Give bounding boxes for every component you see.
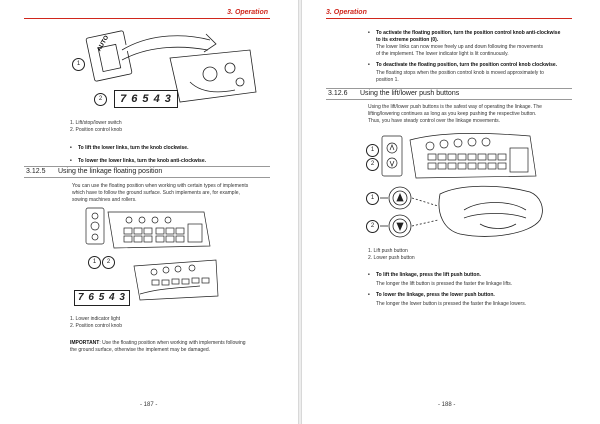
fig-lower-callout-2: 2	[366, 220, 379, 233]
fig2-position-scale-strip: 7 6 5 4 3	[74, 290, 130, 306]
important-label: IMPORTANT	[70, 340, 100, 346]
legend-item-2: 2. Lower push button	[368, 255, 415, 261]
legend1-item-1: 1. Lift/stop/lower switch	[70, 120, 122, 126]
header-rule	[326, 18, 572, 19]
para-line-2: which have to follow the ground surface. Such implements are, for example,	[72, 190, 240, 196]
auto-label: AUTO	[96, 34, 111, 53]
header-title: 3. Operation	[326, 9, 367, 16]
lift-linkage-body: The longer the lift button is pressed the faster the linkage lifts.	[376, 281, 513, 287]
important-text-1: : Use the floating position when working with implements following	[99, 340, 246, 346]
header-title: 3. Operation	[227, 9, 268, 16]
deactivate-body-2: position 1.	[376, 77, 399, 83]
lift-lower-console-figure	[380, 130, 540, 180]
para-line-2: lifting/lowering continues as long as you keep pushing the respective button.	[368, 111, 537, 117]
section-title: Using the lift/lower push buttons	[360, 90, 460, 97]
legend2-item-1: 1. Lower indicator light	[70, 316, 121, 322]
deactivate-body-1: The floating stops when the position control knob is moved approximately to	[376, 70, 544, 76]
activate-body-1: The lower links can now move freely up and down following the movements	[376, 44, 544, 50]
activate-body-2: of the implement. The lower indicator light is lit continuously.	[376, 51, 509, 57]
fig-upper-callout-2: 2	[366, 158, 379, 171]
bullet-lift-linkage: • To lift the linkage, press the lift push button.	[376, 272, 481, 278]
bullet-activate-floating-1: • To activate the floating position, turn the position control knob anti-clockwise	[376, 30, 560, 36]
fig2-callout-2: 2	[102, 256, 115, 269]
lower-linkage-body: The longer the lower button is pressed the faster the linkage lowers.	[376, 301, 527, 307]
section-number: 3.12.5	[26, 168, 46, 175]
bullet-lower-linkage: • To lower the linkage, press the lower push button.	[376, 292, 495, 298]
push-buttons-figure	[380, 184, 550, 240]
fig1-callout-2: 2	[94, 93, 107, 106]
page-number: - 187 -	[140, 402, 158, 408]
bullet-deactivate-floating: • To deactivate the floating position, turn the position control knob clockwise.	[376, 62, 557, 68]
fig2-callout-1: 1	[88, 256, 101, 269]
bullet-lower-lower-links: • To lower the lower links, turn the knob anti-clockwise.	[78, 158, 206, 164]
position-scale-strip: 7 6 5 4 3	[114, 90, 178, 108]
section-3-12-5	[24, 166, 270, 178]
bullet-activate-floating-2: to its extreme position (0).	[376, 37, 439, 43]
floating-position-figure	[84, 204, 214, 250]
right-page	[302, 0, 600, 424]
section-title: Using the linkage floating position	[58, 168, 163, 175]
legend2-item-2: 2. Position control knob	[70, 323, 122, 329]
para-line-3: Thus, you have steady control over the linkage movements.	[368, 118, 501, 124]
important-note-line-2: the ground surface, otherwise the implement may be damaged.	[70, 347, 211, 353]
important-note-line-1	[70, 340, 246, 346]
header-rule	[24, 18, 270, 19]
left-page	[0, 0, 298, 424]
bullet-lift-lower-links: • To lift the lower links, turn the knob clockwise.	[78, 145, 188, 151]
legend-item-1: 1. Lift push button	[368, 248, 408, 254]
para-line-1: Using the lift/lower push buttons is the safest way of operating the linkage. The	[368, 104, 542, 110]
fig1-callout-1: 1	[72, 58, 85, 71]
fig-lower-callout-1: 1	[366, 192, 379, 205]
section-number: 3.12.6	[328, 90, 348, 97]
para-line-3: sowing machines and rollers.	[72, 197, 137, 203]
fig-upper-callout-1: 1	[366, 144, 379, 157]
section-3-12-6	[326, 88, 572, 100]
page-number: - 188 -	[438, 402, 456, 408]
para-line-1: You can use the floating position when working with certain types of implements	[72, 183, 249, 189]
legend1-item-2: 2. Position control knob	[70, 127, 122, 133]
